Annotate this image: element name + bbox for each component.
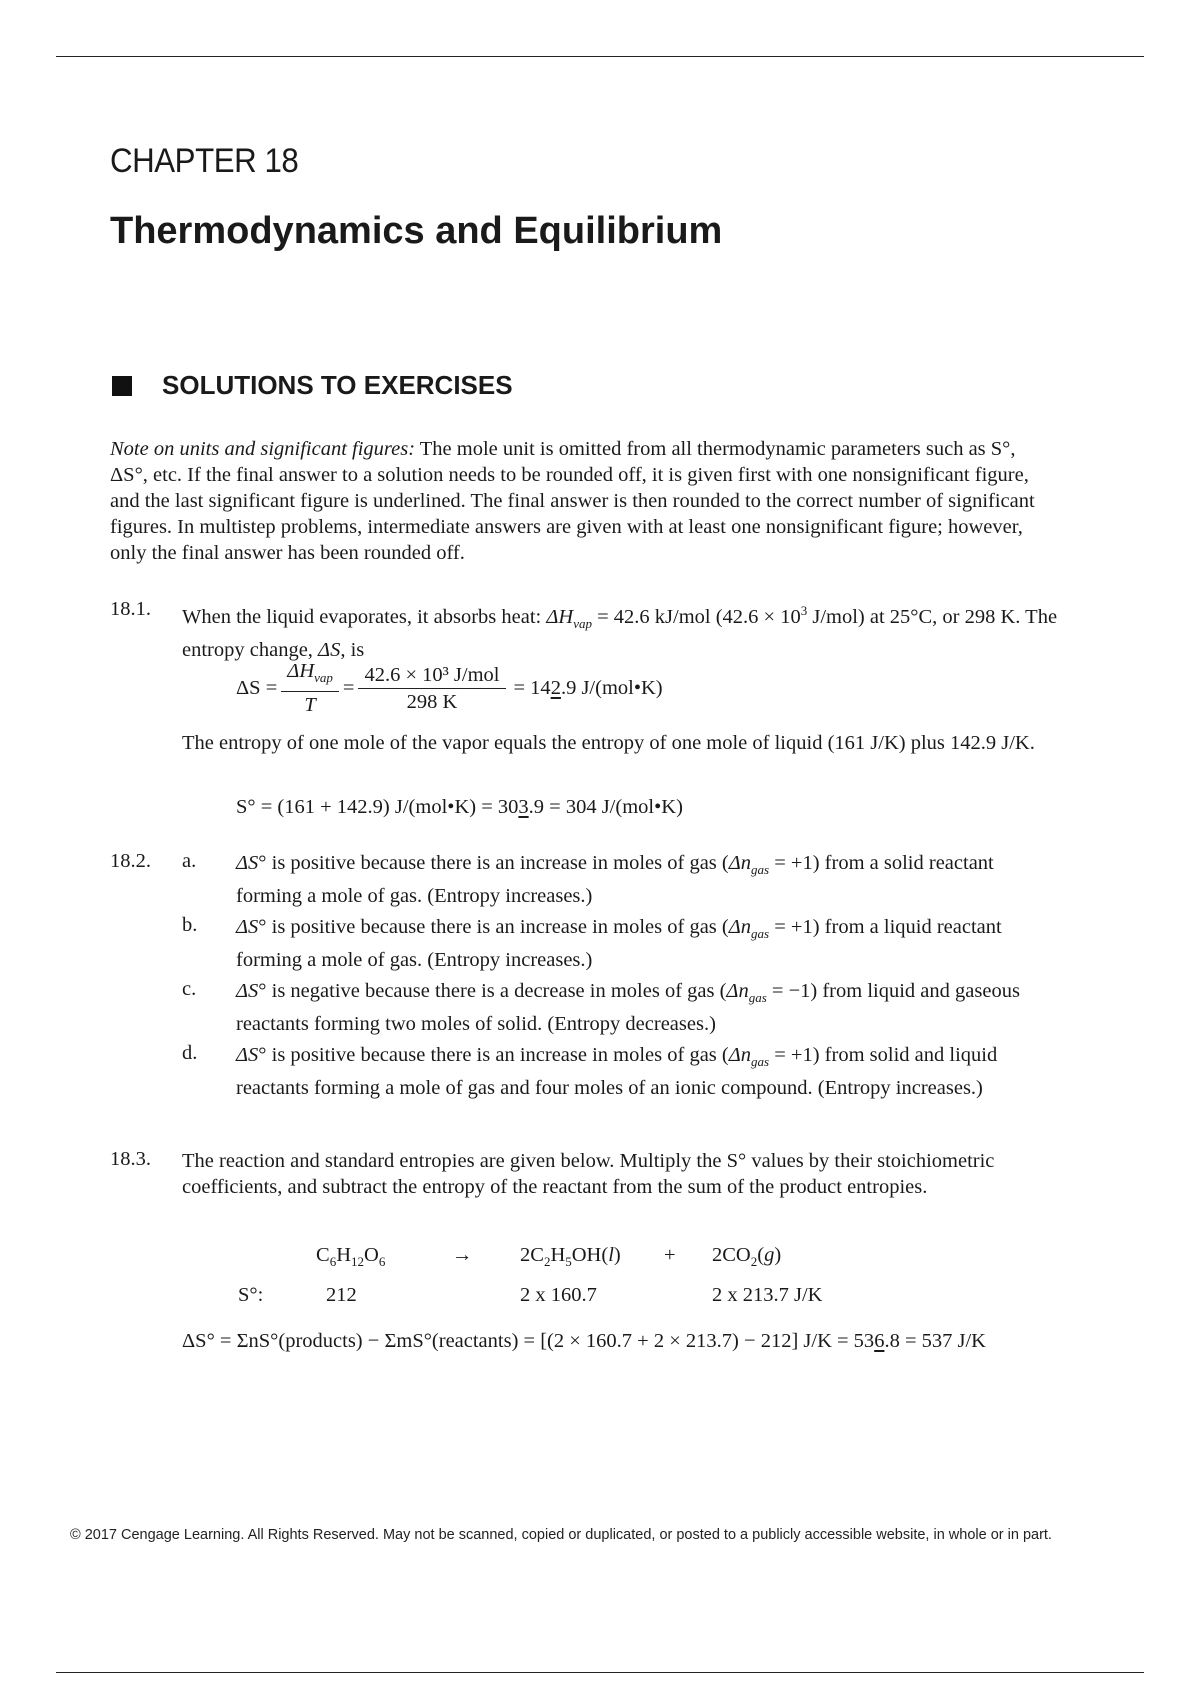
s-value-ethanol: 2 x 160.7 bbox=[520, 1284, 597, 1306]
product-ethanol: $2C_2H_5OH(l)$ bbox=[520, 1244, 621, 1270]
delta-s-final-equation: ΔS° = ΣnS°(products) − ΣmS°(reactants) = [(2 × 160.7 + 2 × 213.7) − 212] J/K = 536.8 = 537 J/K bbox=[182, 1330, 986, 1352]
entropy-equation: ΔS = $\frac{\Delta H_{vap}}{T}$ = $\frac{\text{42.6 × 10³ J/mol}}{298 K}$ = 142.9 J/(mol•K) bbox=[236, 660, 663, 717]
product-co2: $2CO_2(g)$ bbox=[712, 1244, 782, 1270]
exercise-number: 18.3. bbox=[110, 1148, 151, 1170]
chapter-label: CHAPTER 18 bbox=[110, 142, 299, 180]
note-text: The mole unit is omitted from all thermodynamic parameters such as S°, ΔS°, etc. If the final answer to a solution needs to be rounded off, it is given first with one nonsignificant figure, and the last significant figure is underlined. The final answer is then rounded to the correct number of significant figures. In multistep problems, intermediate answers are given with at least one nonsignificant figure; however, only the final answer has been rounded off. bbox=[110, 438, 1035, 564]
item-c-text: ΔS° is negative because there is a decrease in moles of gas $(\Delta n_{gas} = -1)$ from liquid and gaseous reactants forming two moles of solid. (Entropy decreases.) bbox=[236, 980, 1020, 1036]
note-lead: Note on units and significant figures: bbox=[110, 438, 416, 460]
section-heading-text: SOLUTIONS TO EXERCISES bbox=[162, 370, 513, 400]
s-value-glucose: 212 bbox=[326, 1284, 357, 1306]
chapter-title: Thermodynamics and Equilibrium bbox=[110, 210, 723, 252]
bottom-rule bbox=[56, 1672, 1144, 1673]
item-letter: a. bbox=[182, 850, 197, 872]
item-b-text: ΔS° is positive because there is an increase in moles of gas $(\Delta n_{gas} = +1)$ from a liquid reactant forming a mole of gas. (Entropy increases.) bbox=[236, 916, 1002, 972]
exercise-18-1-intro: When the liquid evaporates, it absorbs heat: $\Delta H_{vap} = 42.6$ kJ/mol ($42.6 \times 10^3$ J/mol) at 25°C, or 298 K. The entropy change, ΔS, is bbox=[182, 603, 1058, 661]
square-bullet-icon bbox=[112, 376, 132, 396]
plus-sign: + bbox=[664, 1244, 676, 1266]
reaction-arrow: → bbox=[452, 1244, 473, 1266]
section-heading bbox=[112, 370, 513, 401]
top-rule bbox=[56, 56, 1144, 57]
exercise-number: 18.2. bbox=[110, 850, 151, 872]
item-a-text: ΔS° is positive because there is an increase in moles of gas $(\Delta n_{gas} = +1)$ from a solid reactant forming a mole of gas. (Entropy increases.) bbox=[236, 852, 994, 908]
note-paragraph bbox=[110, 436, 1050, 566]
item-letter: d. bbox=[182, 1042, 198, 1064]
item-d-text: ΔS° is positive because there is an increase in moles of gas $(\Delta n_{gas} = +1)$ from solid and liquid reactants forming a mole of gas and four moles of an ionic compound. (Entropy increases.) bbox=[236, 1044, 998, 1100]
item-letter: b. bbox=[182, 914, 198, 936]
item-letter: c. bbox=[182, 978, 197, 1000]
s-label: S°: bbox=[238, 1284, 264, 1306]
fraction-hvap-over-t: $\frac{\Delta H_{vap}}{T}$ bbox=[281, 660, 339, 716]
vapor-entropy-equation: S° = (161 + 142.9) J/(mol•K) = 303.9 = 304 J/(mol•K) bbox=[236, 796, 683, 818]
exercise-18-1-mid: The entropy of one mole of the vapor equals the entropy of one mole of liquid (161 J/K) plus 142.9 J/K. bbox=[182, 732, 1035, 754]
reactant-glucose: $C_6H_{12}O_6$ bbox=[316, 1244, 386, 1270]
exercise-number: 18.1. bbox=[110, 598, 151, 620]
copyright-footer: © 2017 Cengage Learning. All Rights Reserved. May not be scanned, copied or duplicated, or posted to a publicly accessible website, in whole or in part. bbox=[70, 1527, 1052, 1543]
s-value-co2: 2 x 213.7 J/K bbox=[712, 1284, 823, 1306]
exercise-18-3-intro: The reaction and standard entropies are given below. Multiply the S° values by their stoichiometric coefficients, and subtract the entropy of the reactant from the sum of the product entropies. bbox=[182, 1150, 995, 1198]
fraction-values: $\frac{\text{42.6 × 10³ J/mol}}{298 K}$ bbox=[358, 664, 505, 713]
